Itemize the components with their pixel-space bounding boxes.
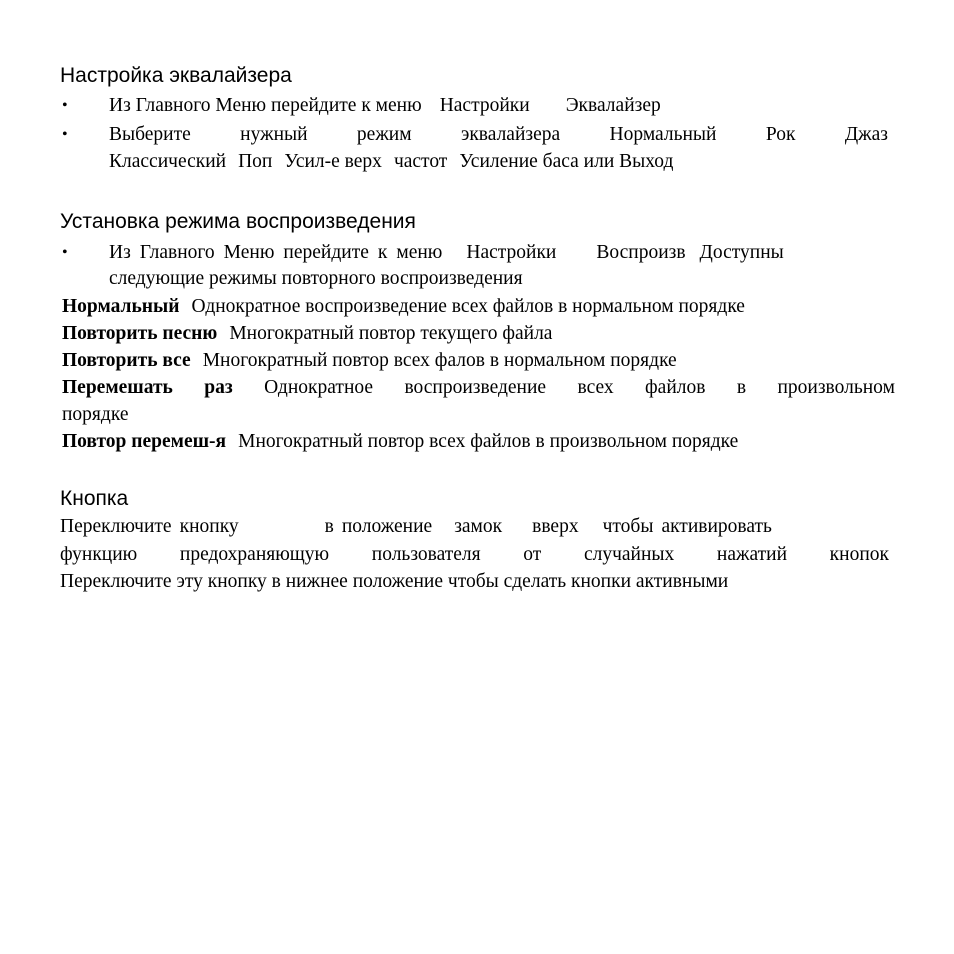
bullet-icon: • (62, 97, 68, 114)
equalizer-step-1: Из Главного Меню перейдите к меню Настройки Эквалайзер (109, 95, 661, 116)
equalizer-step-2-line-2: Классический Поп Усил-е верх частот Усиление баса или Выход (109, 151, 674, 172)
button-text-line-2: функцию предохраняющую пользователя от случайных нажатий кнопок (60, 544, 889, 565)
bullet-icon: • (62, 244, 68, 261)
bullet-icon: • (62, 126, 68, 143)
mode-shuffle-once-cont: порядке (62, 404, 129, 425)
button-text-line-3: Переключите эту кнопку в нижнее положение чтобы сделать кнопки активными (60, 571, 729, 592)
button-text-line-1: Переключите кнопку в положение замок вверх чтобы активировать (60, 516, 772, 537)
playback-step-1-line-2: следующие режимы повторного воспроизведения (109, 268, 523, 289)
mode-shuffle-repeat: Повтор перемеш-я Многократный повтор всех файлов в произвольном порядке (62, 431, 739, 452)
mode-repeat-all: Повторить все Многократный повтор всех фалов в нормальном порядке (62, 350, 677, 371)
mode-repeat-one: Повторить песню Многократный повтор текущего файла (62, 323, 553, 344)
mode-normal: Нормальный Однократное воспроизведение всех файлов в нормальном порядке (62, 296, 745, 317)
mode-shuffle-once: Перемешать раз Однократное воспроизведение всех файлов в произвольном (62, 377, 895, 398)
playback-heading: Установка режима воспроизведения (60, 210, 416, 233)
equalizer-heading: Настройка эквалайзера (60, 64, 292, 87)
playback-step-1-line-1: Из Главного Меню перейдите к меню Настройки Воспроизв Доступны (109, 242, 784, 263)
equalizer-step-2-line-1: Выберите нужный режим эквалайзера Нормальный Рок Джаз (109, 124, 888, 145)
button-heading: Кнопка (60, 487, 129, 510)
